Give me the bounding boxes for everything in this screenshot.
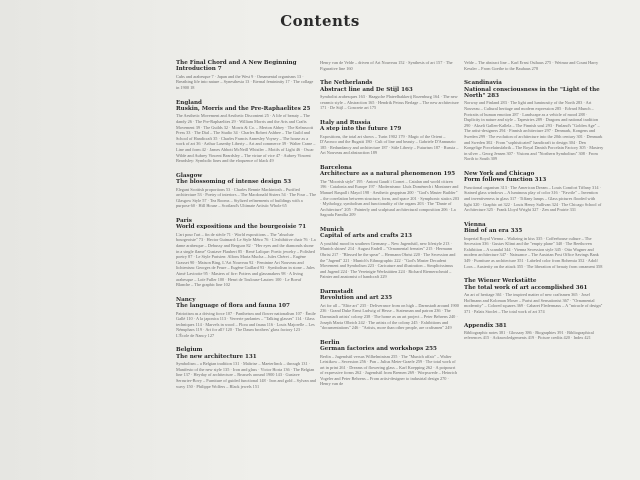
chapter-subtitle: Architecture as a natural phenomenon 195 (320, 171, 456, 178)
contents-entry (320, 80, 460, 111)
contents-entry (464, 80, 604, 162)
contents-entry (176, 60, 316, 91)
chapter-heading: Munich (320, 226, 344, 233)
chapter-subtitle: The total work of art accomplished 361 (464, 284, 588, 291)
chapter-heading: Berlin (320, 339, 340, 346)
contents-column-right (464, 60, 604, 350)
entry-details: L'art pour l'art – fin de siècle 71 · World expositions – The "absolute bourgeoisie" 73 · Hector Guimard: Le Style Métro 76 · L'exhibitive chair 76 · La dame arabesque – Debussy and Bergson 82 · "Her eyes and the diamonds shone in a single flame" Gustave Flaubert 85 · René Lalique: Poetic jewelry – Polished poetry 87 · Le Style Parisien: Alfons Maria Mucha – Jules Chéret – Eugène Grasset 90 · Maison Bing, L'Art Nouveau 92 · Feminine Art Nouveau and lichtenism: Georges de Feure – Eugène Gaillard 93 · Symbolism in stone – Jules Aimé Lavirotte 95 · Masters of fire: Potters and glassmakers 98 · A living arabesque – Loïe Fuller 100 · Henri de Toulouse-Lautrec 100 · Le Boeuf Blanche – The graphic line 102 (176, 231, 316, 288)
chapter-heading: Nancy (176, 296, 196, 303)
chapter-heading: The Final Chord and A New Beginning (176, 60, 297, 66)
entry-details: Patriotism as a driving force 107 · Pantheism and flower nationalism 107 · Émile Gallé 110 · A la japonica 113 · Verrerie parlantes – "Talking glasses" 114 · Glass techniques 114 · Marvels in wood – Flora and fauna 116 · Louis Majorelle – Les Nénuphars 119 · Art for all? 120 · The Daum brothers' glass factory 123 · L'École de Nancy 127 (176, 310, 316, 338)
contents-column-left (176, 60, 316, 398)
chapter-heading: Paris (176, 217, 192, 224)
chapter-subtitle: Bind of an era 335 (464, 228, 523, 235)
contents-entry (464, 323, 604, 341)
entry-details: Symbolist arabesques 163 · Haagsche Plateelbakkerij Rozenburg 164 · The new ceramic style – Abstraction 165 · Hendrik Petrus Berlage – The new architecture 171 · De Stijl – Concrete art 175 (320, 94, 459, 111)
contents-entry (320, 227, 460, 280)
contents-column-middle (320, 60, 460, 396)
contents-entry (176, 297, 316, 339)
chapter-heading: New York and Chicago (464, 170, 535, 177)
entry-details: Norway and Finland 283 · The light and luminosity of the North 283 · Art Nouveau – Cultural heritage and modern expression 285 · Edvard Munch – Portraits of human emotion 287 · Landscape as a vehicle of mood 288 · Duplicity in nature and style – Tapestries 289 · Dragons and national tradition 290 · Akseli Gallen-Kallela – The Finnish soul 293 · Finland's "Golden Age" – The artist-designers 294 · Finnish architecture 297 · Denmark, Kongens and Sweden 299 · The evolution of architecture into the 20th century 301 · Denmark and Sweden 302 · From "sophisticated" handicraft to design 304 · Den Kongelige Porcelainsfabrik – The Royal Danish Porcelain Factory 305 · Mastery in silver – Georg Jensen 307 · Visions and "Northern Symbolism" 308 · From North to South 309 (464, 100, 604, 162)
chapter-heading: Glasgow (176, 172, 203, 179)
contents-entry (464, 278, 604, 314)
contents-entry (176, 347, 316, 389)
entry-details: Berlin – Jugendstil versus Wilhelminism 255 · The "Munich affair" – Walter Leistikow – Secession 256 · Pan – Julius Meier-Graefe 259 · The total work of art in print 261 · Dreams of flowering glass – Karl Koepping 262 · A potpourri of expressive forms 262 · Jugendstil from Bremen 269 · Worpswede – Heinrich Vogeler and Peter Behrens – From artist-designer to industrial design 270 · Henry van de (320, 353, 458, 387)
entry-details: The "Moorish style" 195 · Antoni Gaudí i Cornet – Catalan and world citizen 196 · Catalonia and Europe 197 · Modernismo: Lluís Domènech i Montaner and Manuel Raspall i Mayol 198 · Aesthetic gruppism 200 · "God's Master Builder" – the correlation between structure, form, and space 201 · Symphonic statics 203 · Mythology, symbolism and functionality of the organs 203 · The "Dante of Architecture" 205 · Painterly and sculptural architectural composition 206 · La Sagrada Família 209 (320, 178, 460, 218)
contents-entry (320, 165, 460, 218)
chapter-heading: England (176, 99, 202, 106)
chapter-subtitle: World expositions and the bourgeoisie 71 (176, 224, 307, 231)
entry-details: An art of heritage 361 · The inspired matter of new craftsmen 365 · Josef Hoffmann and Koloman Moser – Purist and Sensationist 367 · "Ornamental modernity" – Colored squares 369 · Cabaret Fledermaus – A "miracle of design" 371 · Palais Stoclet – The total work of art 374 (464, 291, 603, 314)
chapter-subtitle: National consciousness in the "Light of the North" 283 (464, 86, 600, 99)
chapter-subtitle: The blossoming of intense design 53 (176, 179, 292, 186)
chapter-subtitle: Ruskin, Morris and the Pre-Raphaelites 25 (176, 106, 311, 112)
entry-details: Velde – The abstract line – Karl Ernst Osthaus 275 · Weimar and Count Harry Kessler – From Goethe to the Bauhaus 278 (464, 60, 599, 71)
chapter-subtitle: Form follows function 313 (464, 177, 547, 184)
entry-details: Imperial Royal Vienna – Waltzing in kiss 335 · Coffeehouse culture – The Secession 336 · Gustav Klimt and the "empty plane" 340 · The Beethoven Exhibition – A scandal 344 · Vienna Secession style 345 · Otto Wagner and modern architecture 347 · Naissance – The Austrian Post Office Savings Bank 349 · Furniture as architecture 351 · Labeled color from Bohemia 352 · Adolf Loos – Austerity on the attack 355 · The liberation of beauty from ornament 358 (464, 235, 603, 269)
chapter-heading: Scandinavia (464, 80, 502, 87)
chapter-heading: Vienna (464, 221, 486, 228)
chapter-heading: Barcelona (320, 164, 352, 171)
contents-entry (320, 60, 460, 71)
chapter-heading: Appendix 381 (464, 323, 507, 330)
entry-details: Cubs and arabesque 7 · Japan and the West 9 · Ornamental organisms 13 · Breathing life into nature – Synesthesia 13 · Eternal femininity 17 · The collage in 1900 18 (176, 73, 314, 90)
contents-entry (464, 171, 604, 213)
chapter-subtitle: A step into the future 179 (320, 126, 402, 133)
chapter-subtitle: The new architecture 131 (176, 353, 257, 360)
chapter-heading: Darmstadt (320, 288, 354, 295)
chapter-heading: Belgium (176, 347, 203, 354)
contents-entry (464, 222, 604, 269)
contents-entry (176, 173, 316, 209)
contents-entry (176, 218, 316, 288)
contents-entry (176, 100, 316, 164)
contents-entry (464, 60, 604, 71)
entry-details: Bibliographic notes 381 · Glossary 386 · Biographies 391 · Bibliographical references 415 · Acknowledgements 419 · Picture credits 420 · Index 421 (464, 329, 594, 341)
chapter-subtitle: Introduction 7 (176, 66, 222, 73)
chapter-heading: The Wiener Werkstätte (464, 278, 537, 285)
chapter-subtitle: Capital of arts and crafts 213 (320, 233, 413, 240)
entry-details: The Aesthetic Movement and Aesthetic Discontent 25 · A life of beauty – The dandy 26 · The Pre-Raphaelites 29 · William Morris and the Arts and Crafts Movement 39 · The Guilds 32 · Morris & Co. – Merton Abbey · The Kelmscott Press 33 · The Dial – The Studio 34 · Charles Robert Ashbee – The Guild and School of Handicraft 35 · Charles Francis Annesley Voysey – The house as a work of art 36 · Arthur Lasenby Liberty – Art and commerce 39 · Walter Crane – Line and form 42 · James Abbott McNeill Whistler – Motifs of Light 46 · Oscar Wilde and Aubrey Vincent Beardsley – The virtue of vice 47 · Aubrey Vincent Beardsley: Symbolic lines and the eloquence of black 49 (176, 113, 316, 164)
entry-details: A youthful mood in southern Germany – New Jugendstil, new lifestyle 213 · Munich shines! 214 · August Endell – "Ornamental frenzies" 215 · Hermann Obrist 217 · "Blessed be the spear" – Hermann Obrist 220 · The Secession and the "Jugend" 221 · Munich's Ethnographic 222 · "God's Master Decadent Movement and Symbolism 223 · Caricature and illustration – Simplicissimus and Jugend 224 · The Vereinigte Werkstätten 224 · Richard Riemerschmid – Painter and anatomist of handcraft 229 (320, 240, 456, 280)
contents-entry (320, 120, 460, 156)
entry-details: Functional organism 313 · The American Dream – Louis Comfort Tiffany 314 · Stained glass windows – A luminous play of color 316 · "Favrile" – Invention and inventiveness in glass 317 · Tiffany lamps – Glass pictures flooded with light 320 · Graphic art 322 · Louis Henry Sullivan 324 · The Chicago School of Architecture 325 · Frank Lloyd Wright 327 · Zen and Prairie 331 (464, 184, 602, 213)
chapter-heading: Italy and Russia (320, 119, 371, 126)
chapter-heading: The Netherlands (320, 80, 373, 87)
chapter-subtitle: German factories and workshops 255 (320, 346, 437, 353)
entry-details: Art for all – "Elite art" 235 · Deliverance from on high – Darmstadt around 1900 236 · Grand Duke Ernst Ludwig of Hesse – Statesman and patron 236 · The Darmstadt artists' colony 238 · The home as an art project – Peter Behrens 240 · Joseph Maria Olbrich 242 · The artists of the colony 245 · Exhibitions and "documentations" 246 · "Artists, more than other people, are craftsmen" 249 (320, 302, 459, 331)
entry-details: Expositions, the total art shows – Turin 1902 179 · Magic of the Orient – D'Aronco and the Bugatti 180 · Cult of line and beauty – Gabriele D'Annunzio 185 · Redundancy and architecture 187 · Stile Liberty – Futurism 187 · Russia – Art Nouveau and abstraction 189 (320, 133, 459, 156)
contents-entry (320, 340, 460, 387)
entry-details: Henry van de Velde – driven of Art Nouveau 152 · Synthesis of art 157 · The Figurative line 160 (320, 60, 453, 71)
chapter-subtitle: The language of flora and fauna 107 (176, 303, 290, 310)
page-title: Contents (280, 12, 360, 30)
entry-details: Elegant Scottish proportions 53 · Charles Rennie Mackintosh – Purified architecture 53 · Poetry of interiors – The Macdonald Sisters 54 · The Four – The Glasgow Style 57 · Tea Rooms – Stylized refinements of buildings with a purpose 60 · Hill House – Scotland's Ultimate Artistic Whole 65 (176, 186, 316, 209)
entry-details: Symbolism – a Belgian tradition 131 · Maîtrise – Maeterlinck – through 131 · Manifesto of the new style 135 · Iron and glass · Victor Horta 136 · The Belgian line 137 · Heyday of architecture – Brussels around 1900 143 · Gustave Serrurier-Bovy – Furniture of guided functional 148 · Iron and gold – Sylvan and wavy 150 · Philippe Wolfers – Black jewels 151 (176, 361, 316, 389)
contents-entry (320, 289, 460, 331)
chapter-subtitle: Revolution and art 235 (320, 295, 393, 302)
chapter-subtitle: Abstract line and De Stijl 163 (320, 86, 413, 93)
